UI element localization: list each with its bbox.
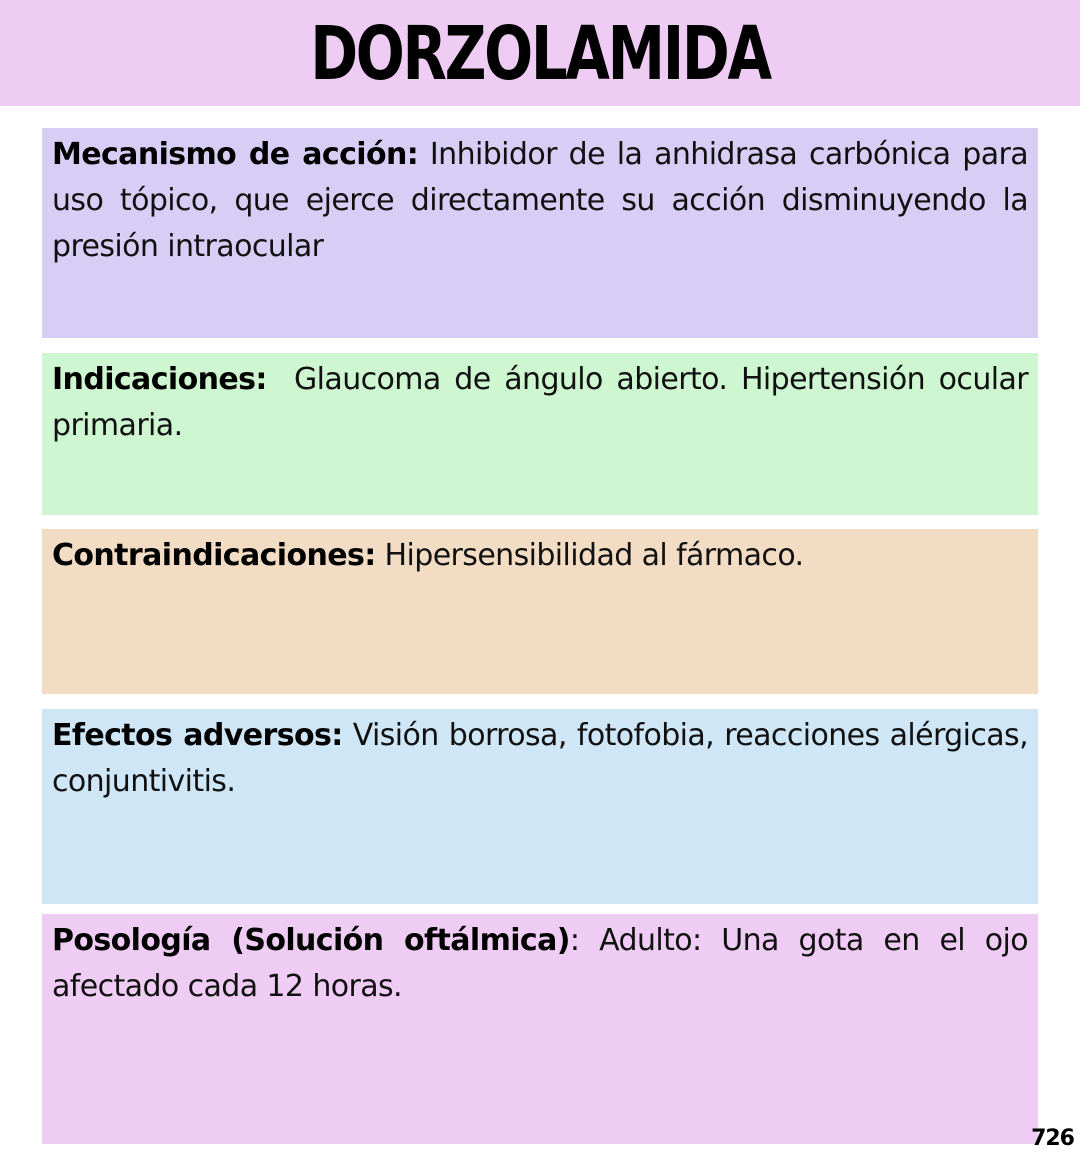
page-number: 726	[1031, 1126, 1074, 1151]
section-indications-label: Indicaciones:	[52, 362, 267, 397]
section-contraindications-label: Contraindicaciones:	[52, 538, 376, 573]
section-adverse-effects	[42, 709, 1038, 904]
section-indications	[42, 353, 1038, 515]
section-mechanism-text	[52, 132, 1028, 270]
page-title: DORZOLAMIDA	[310, 11, 770, 97]
section-contraindications	[42, 529, 1038, 694]
section-adverse-effects-label: Efectos adversos:	[52, 718, 343, 753]
section-mechanism	[42, 128, 1038, 338]
section-dosage	[42, 914, 1038, 1144]
section-indications-body: Glaucoma de ángulo abierto. Hipertensión ocular primaria.	[52, 362, 1037, 443]
section-adverse-effects-text	[52, 713, 1028, 805]
section-indications-text	[52, 357, 1037, 449]
title-banner	[0, 0, 1080, 106]
section-dosage-text	[52, 918, 1028, 1010]
section-contraindications-body: Hipersensibilidad al fármaco.	[375, 538, 804, 573]
section-mechanism-body: Inhibidor de la anhidrasa carbónica para uso tópico, que ejerce directamente su acción disminuyendo la presión intraocular	[52, 137, 1028, 264]
section-dosage-body: : Adulto: Una gota en el ojo afectado cada 12 horas.	[52, 923, 1029, 1004]
section-mechanism-label: Mecanismo de acción:	[52, 137, 419, 172]
section-dosage-label: Posología (Solución oftálmica)	[52, 923, 570, 958]
section-contraindications-text	[52, 533, 1028, 579]
section-adverse-effects-body: Visión borrosa, fotofobia, reacciones alérgicas, conjuntivitis.	[52, 718, 1029, 799]
